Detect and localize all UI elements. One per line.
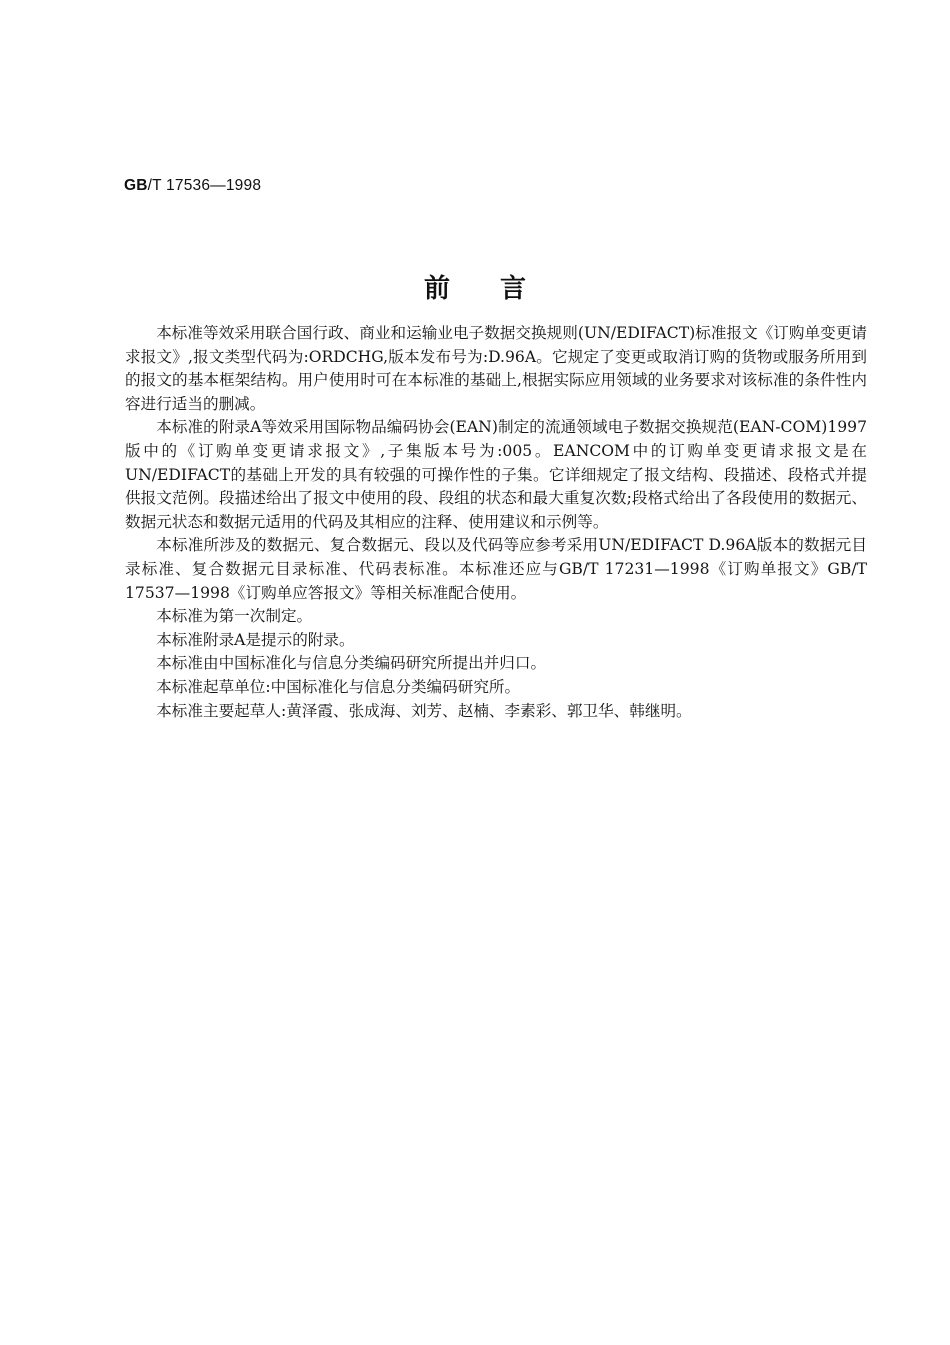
- standard-number-rest: /T 17536—1998: [147, 177, 262, 194]
- standard-number: [124, 177, 261, 195]
- page-title: 前言: [423, 274, 576, 304]
- foreword-body: [125, 322, 867, 723]
- paragraph-drafters: 本标准主要起草人:黄泽霞、张成海、刘芳、赵楠、李素彩、郭卫华、韩继明。: [156, 701, 692, 720]
- paragraph-first-edition: 本标准为第一次制定。: [156, 607, 313, 626]
- paragraph-drafting-unit: 本标准起草单位:中国标准化与信息分类编码研究所。: [156, 677, 521, 696]
- paragraph-appendix-note: 本标准附录A是提示的附录。: [156, 630, 355, 649]
- paragraph-appendix: 本标准的附录A等效采用国际物品编码协会(EAN)制定的流通领域电子数据交换规范(EAN-COM)1997版中的《订购单变更请求报文》,子集版本号为:005。EANCOM中的订购单变更请求报文是在UN/EDIFACT的基础上开发的具有较强的可操作性的子集。它详细规定了报文结构、段描述、段格式并提供报文范例。段描述给出了报文中使用的段、段组的状态和最大重复次数;段格式给出了各段使用的数据元、数据元状态和数据元适用的代码及其相应的注释、使用建议和示例等。: [125, 418, 867, 531]
- paragraph-references: 本标准所涉及的数据元、复合数据元、段以及代码等应参考采用UN/EDIFACT D.96A版本的数据元目录标准、复合数据元目录标准、代码表标准。本标准还应与GB/T 17231—1998《订购单报文》GB/T 17537—1998《订购单应答报文》等相关标准配合使用。: [125, 536, 867, 602]
- standard-number-prefix: GB: [124, 177, 148, 194]
- paragraph-proposer: 本标准由中国标准化与信息分类编码研究所提出并归口。: [156, 654, 547, 673]
- paragraph-adoption: 本标准等效采用联合国行政、商业和运输业电子数据交换规则(UN/EDIFACT)标准报文《订购单变更请求报文》,报文类型代码为:ORDCHG,版本发布号为:D.96A。它规定了变更或取消订购的货物或服务所用到的报文的基本框架结构。用户使用时可在本标准的基础上,根据实际应用领域的业务要求对该标准的条件性内容进行适当的删减。: [125, 324, 867, 413]
